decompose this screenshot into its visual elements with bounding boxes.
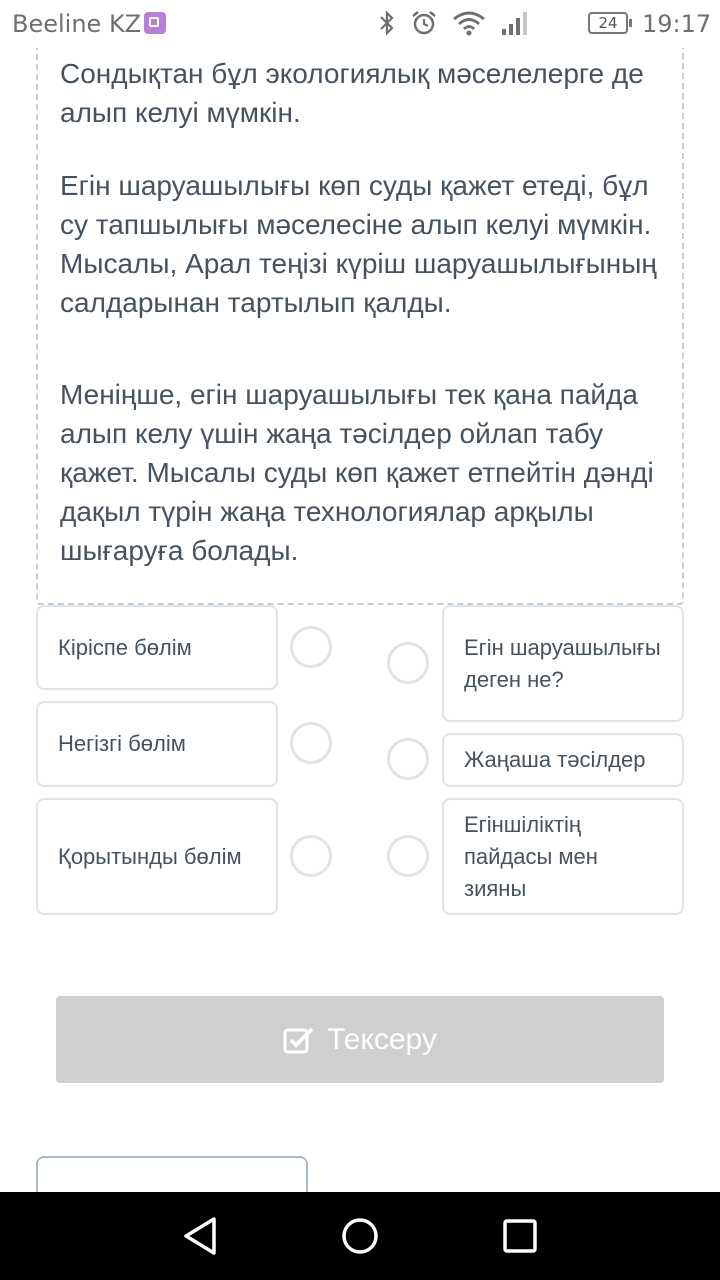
signal-icon (500, 9, 530, 37)
bluetooth-icon (378, 9, 396, 37)
match-right-connector-1[interactable] (387, 642, 429, 684)
match-right-item-3[interactable] (442, 798, 684, 915)
checkbox-icon (283, 1025, 315, 1055)
match-left-item-2[interactable] (36, 701, 278, 787)
passage-card (36, 20, 684, 605)
home-icon[interactable] (340, 1192, 380, 1280)
match-right-connector-2[interactable] (387, 738, 429, 780)
wifi-icon (452, 9, 486, 37)
match-left-connector-2[interactable] (290, 722, 332, 764)
match-right-label: Жаңаша тәсілдер (464, 747, 646, 772)
carrier-name: Beeline KZ (12, 10, 142, 38)
match-left-label: Қорытынды бөлім (58, 843, 242, 869)
status-time: 19:17 (642, 10, 712, 38)
match-left-item-1[interactable] (36, 605, 278, 690)
navigation-bar (0, 1192, 720, 1280)
match-right-item-2[interactable] (442, 733, 684, 787)
battery-indicator: 24 (588, 12, 628, 34)
match-left-label: Негізгі бөлім (58, 731, 186, 756)
gallery-notification-icon (144, 12, 166, 34)
passage-paragraph-3: Меніңше, егін шаруашылығы тек қана пайда алып келу үшін жаңа тәсілдер ойлап табу қажет. Мысалы суды көп қажет етпейтін дәнді дақыл түрін жаңа технологиялар арқылы шығаруға болады. (60, 379, 654, 566)
match-left-item-3[interactable] (36, 798, 278, 915)
match-right-label: Егіншіліктің пайдасы мен зияны (464, 811, 598, 901)
match-left-connector-3[interactable] (290, 835, 332, 877)
match-right-label: Егін шаруашылығы деген не? (464, 634, 661, 692)
match-left-label: Кіріспе бөлім (58, 634, 192, 660)
match-right-item-1[interactable] (442, 605, 684, 722)
match-right-connector-3[interactable] (387, 835, 429, 877)
back-icon[interactable] (180, 1192, 224, 1280)
status-icons (378, 9, 530, 37)
passage-paragraph-2: Егін шаруашылығы көп суды қажет етеді, бұл су тапшылығы мәселесіне алып келуі мүмкін. Мысалы, Арал теңізі күріш шаруашылығының салдарынан тартылып қалды. (60, 170, 657, 318)
check-button-label: Тексеру (327, 1022, 437, 1056)
passage-paragraph-1: Сондықтан бұл экологиялық мәселелерге де алып келуі мүмкін. (60, 58, 644, 128)
recents-icon[interactable] (502, 1192, 538, 1280)
status-bar (0, 0, 720, 48)
match-left-connector-1[interactable] (290, 626, 332, 668)
alarm-icon (410, 9, 438, 37)
check-button[interactable] (56, 996, 664, 1083)
